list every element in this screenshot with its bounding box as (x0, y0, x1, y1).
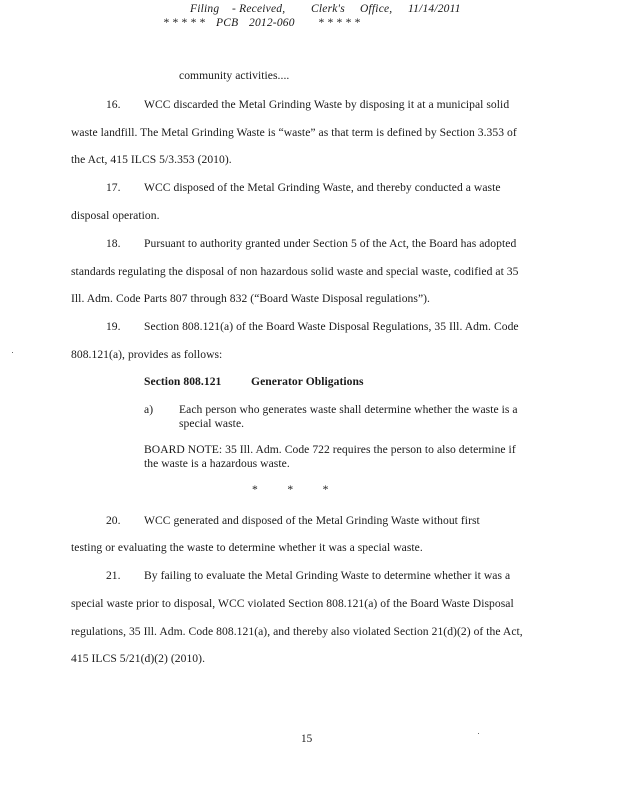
quote-note-line: the waste is a hazardous waste. (144, 457, 290, 470)
paragraph-line: 415 ILCS 5/21(d)(2) (2010). (71, 652, 206, 665)
quote-item-line: special waste. (179, 417, 245, 430)
header-clerks: Clerk's (311, 3, 345, 15)
scan-speck (12, 352, 13, 353)
quote-note-line: BOARD NOTE: 35 Ill. Adm. Code 722 requires the person to also determine if (144, 443, 516, 456)
paragraph-line: Pursuant to authority granted under Section 5 of the Act, the Board has adopted (144, 237, 517, 250)
quote-ellipsis: * * * (252, 483, 329, 496)
quote-item-label: a) (144, 403, 154, 416)
paragraph-line: special waste prior to disposal, WCC violated Section 808.121(a) of the Board Waste Disposal (71, 597, 514, 610)
header-filing: Filing (190, 3, 220, 15)
header-received: - Received, (232, 3, 286, 15)
quote-section-title: Generator Obligations (251, 375, 364, 388)
header-docket: 2012-060 (249, 17, 295, 29)
paragraph-number: 21. (106, 569, 121, 582)
paragraph-number: 16. (106, 98, 121, 111)
header-stars-right: * * * * * (318, 17, 361, 29)
paragraph-number: 17. (106, 181, 121, 194)
paragraph-line: WCC generated and disposed of the Metal Grinding Waste without first (144, 514, 480, 527)
paragraph-line: WCC disposed of the Metal Grinding Waste, and thereby conducted a waste (144, 181, 501, 194)
paragraph-line: waste landfill. The Metal Grinding Waste is “waste” as that term is defined by Section 3.353 of (71, 126, 517, 139)
quote-item-line: Each person who generates waste shall determine whether the waste is a (179, 403, 518, 416)
continuation-text: community activities.... (179, 69, 290, 82)
paragraph-line: Section 808.121(a) of the Board Waste Disposal Regulations, 35 Ill. Adm. Code (144, 320, 519, 333)
paragraph-line: disposal operation. (71, 209, 160, 222)
paragraph-number: 20. (106, 514, 121, 527)
header-office: Office, (360, 3, 393, 15)
paragraph-line: testing or evaluating the waste to determine whether it was a special waste. (71, 541, 423, 554)
scan-speck (478, 733, 479, 734)
paragraph-line: regulations, 35 Ill. Adm. Code 808.121(a), and thereby also violated Section 21(d)(2) of the Act, (71, 625, 523, 638)
header-date: 11/14/2011 (408, 3, 461, 15)
header-pcb: PCB (216, 17, 239, 29)
paragraph-line: Ill. Adm. Code Parts 807 through 832 (“Board Waste Disposal regulations”). (71, 292, 431, 305)
paragraph-line: the Act, 415 ILCS 5/3.353 (2010). (71, 153, 232, 166)
paragraph-line: 808.121(a), provides as follows: (71, 348, 223, 361)
paragraph-line: standards regulating the disposal of non hazardous solid waste and special waste, codified at 35 (71, 265, 519, 278)
paragraph-number: 18. (106, 237, 121, 250)
paragraph-line: WCC discarded the Metal Grinding Waste by disposing it at a municipal solid (144, 98, 510, 111)
paragraph-line: By failing to evaluate the Metal Grinding Waste to determine whether it was a (144, 569, 511, 582)
page-number: 15 (301, 733, 313, 745)
paragraph-number: 19. (106, 320, 121, 333)
quote-section-number: Section 808.121 (144, 375, 222, 388)
header-stars-left: * * * * * (163, 17, 206, 29)
